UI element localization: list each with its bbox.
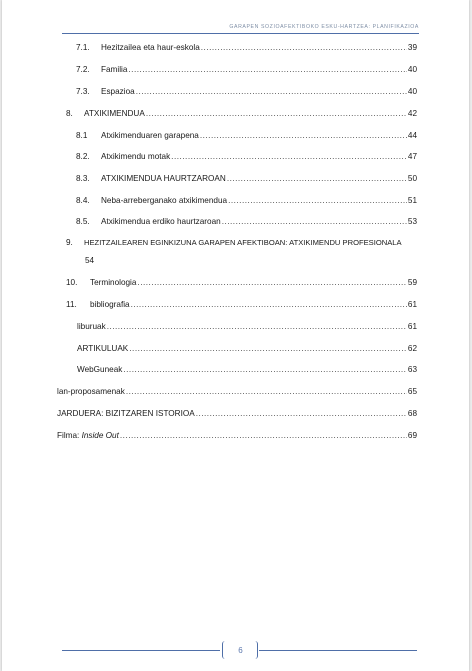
- toc-entry[interactable]: [76, 196, 417, 205]
- toc-entry-page: 40: [407, 65, 417, 74]
- running-header: GARAPEN SOZIOAFEKTIBOKO ESKU-HARTZEA: PLANIFIKAZIOA: [229, 24, 419, 30]
- toc-entry[interactable]: [66, 278, 417, 287]
- toc-entry-title: ATXIKIMENDUA: [84, 109, 145, 118]
- toc-entry-title: ARTIKULUAK: [77, 344, 129, 353]
- toc-dot-leader: [120, 431, 407, 440]
- toc-entry[interactable]: [76, 217, 417, 226]
- toc-entry-title: lan-proposamenak: [57, 387, 125, 396]
- toc-entry[interactable]: [77, 322, 417, 331]
- toc-entry-page: 42: [407, 109, 417, 118]
- toc-entry-number: 7.2.: [76, 65, 90, 74]
- toc-entry-number: 9.: [66, 238, 73, 247]
- toc-entry-title-prefix: Filma:: [57, 431, 82, 440]
- toc-entry-title: ATXIKIMENDUA HAURTZAROAN: [101, 174, 226, 183]
- toc-entry[interactable]: [76, 87, 417, 96]
- toc-entry-page: 51: [407, 196, 417, 205]
- toc-entry-page: 40: [407, 87, 417, 96]
- toc-dot-leader: [123, 365, 407, 374]
- toc-entry-page: 59: [407, 278, 417, 287]
- toc-entry-page: 44: [407, 131, 417, 140]
- toc-entry[interactable]: [77, 365, 417, 374]
- toc-dot-leader: [136, 87, 407, 96]
- toc-entry-page: 53: [407, 217, 417, 226]
- toc-entry-title: Atxikimendua erdiko haurtzaroan: [101, 217, 221, 226]
- toc-entry-number: 8.4.: [76, 196, 90, 205]
- toc-entry-page: 47: [407, 152, 417, 161]
- toc-dot-leader: [146, 109, 407, 118]
- header-rule: [62, 33, 419, 34]
- toc-entry-page: 69: [407, 431, 417, 440]
- toc-entry-number: 8.1: [76, 131, 88, 140]
- toc-entry-page: 61: [407, 322, 417, 331]
- toc-dot-leader: [137, 278, 406, 287]
- toc-entry-page: 39: [407, 43, 417, 52]
- footer-rule-right: [259, 650, 417, 651]
- toc-entry[interactable]: [76, 43, 417, 52]
- toc-entry[interactable]: [57, 387, 417, 396]
- toc-dot-leader: [107, 322, 407, 331]
- toc-entry-number: 11.: [66, 300, 77, 309]
- toc-entry-number: 8.2.: [76, 152, 90, 161]
- toc-entry-title: Terminologia: [90, 278, 137, 287]
- toc-dot-leader: [196, 409, 407, 418]
- toc-entry-number: 7.1.: [76, 43, 90, 52]
- toc-entry[interactable]: [66, 238, 402, 247]
- toc-entry-number: 8.: [66, 109, 73, 118]
- toc-entry-title: bibliografia: [90, 300, 130, 309]
- toc-dot-leader: [201, 43, 407, 52]
- toc-entry-title: Neba-arreberganako atxikimendua: [101, 196, 228, 205]
- toc-entry[interactable]: [76, 174, 417, 183]
- toc-dot-leader: [129, 344, 407, 353]
- toc-entry-title: Hezitzailea eta haur-eskola: [101, 43, 200, 52]
- toc-entry-title: [57, 431, 119, 440]
- toc-dot-leader: [128, 65, 407, 74]
- toc-dot-leader: [131, 300, 407, 309]
- toc-dot-leader: [200, 131, 407, 140]
- toc-dot-leader: [126, 387, 407, 396]
- toc-entry-number: 8.5.: [76, 217, 90, 226]
- toc-entry-page: 62: [407, 344, 417, 353]
- page-number: 6: [238, 646, 243, 655]
- toc-entry-number: 7.3.: [76, 87, 90, 96]
- toc-entry-title: WebGuneak: [77, 365, 123, 374]
- toc-entry-page: 61: [407, 300, 417, 309]
- toc-entry[interactable]: [76, 131, 417, 140]
- toc-dot-leader: [227, 174, 407, 183]
- toc-entry-title-italic: Inside Out: [81, 431, 119, 440]
- toc-entry-page: 50: [407, 174, 417, 183]
- toc-entry-number: 10.: [66, 278, 78, 287]
- toc-entry-page: 63: [407, 365, 417, 374]
- toc-entry-title: Espazioa: [101, 87, 135, 96]
- toc-entry-page-wrapped: [85, 256, 94, 265]
- toc-entry[interactable]: [76, 65, 417, 74]
- toc-dot-leader: [222, 217, 407, 226]
- toc-entry[interactable]: [57, 431, 417, 440]
- toc-entry[interactable]: [76, 152, 417, 161]
- toc-entry[interactable]: [66, 300, 417, 309]
- toc-entry-title: HEZITZAILEAREN EGINKIZUNA GARAPEN AFEKTIBOAN: ATXIKIMENDU PROFESIONALA: [84, 238, 402, 247]
- footer-rule-left: [62, 650, 220, 651]
- toc-entry-number: 8.3.: [76, 174, 90, 183]
- toc-entry-page: 65: [407, 387, 417, 396]
- toc-entry[interactable]: [57, 409, 417, 418]
- toc-dot-leader: [171, 152, 407, 161]
- toc-dot-leader: [228, 196, 407, 205]
- toc-entry-title: Atxikimenduaren garapena: [101, 131, 199, 140]
- toc-entry-title: JARDUERA: BIZITZAREN ISTORIOA: [57, 409, 195, 418]
- toc-entry-page: 68: [407, 409, 417, 418]
- toc-entry-title: Familia: [101, 65, 128, 74]
- toc-entry-page: 54: [85, 256, 95, 265]
- toc-entry-title: Atxikimendu motak: [101, 152, 171, 161]
- toc-entry[interactable]: [77, 344, 417, 353]
- toc-entry-title: liburuak: [77, 322, 106, 331]
- document-page: [2, 0, 469, 671]
- toc-entry[interactable]: [66, 109, 417, 118]
